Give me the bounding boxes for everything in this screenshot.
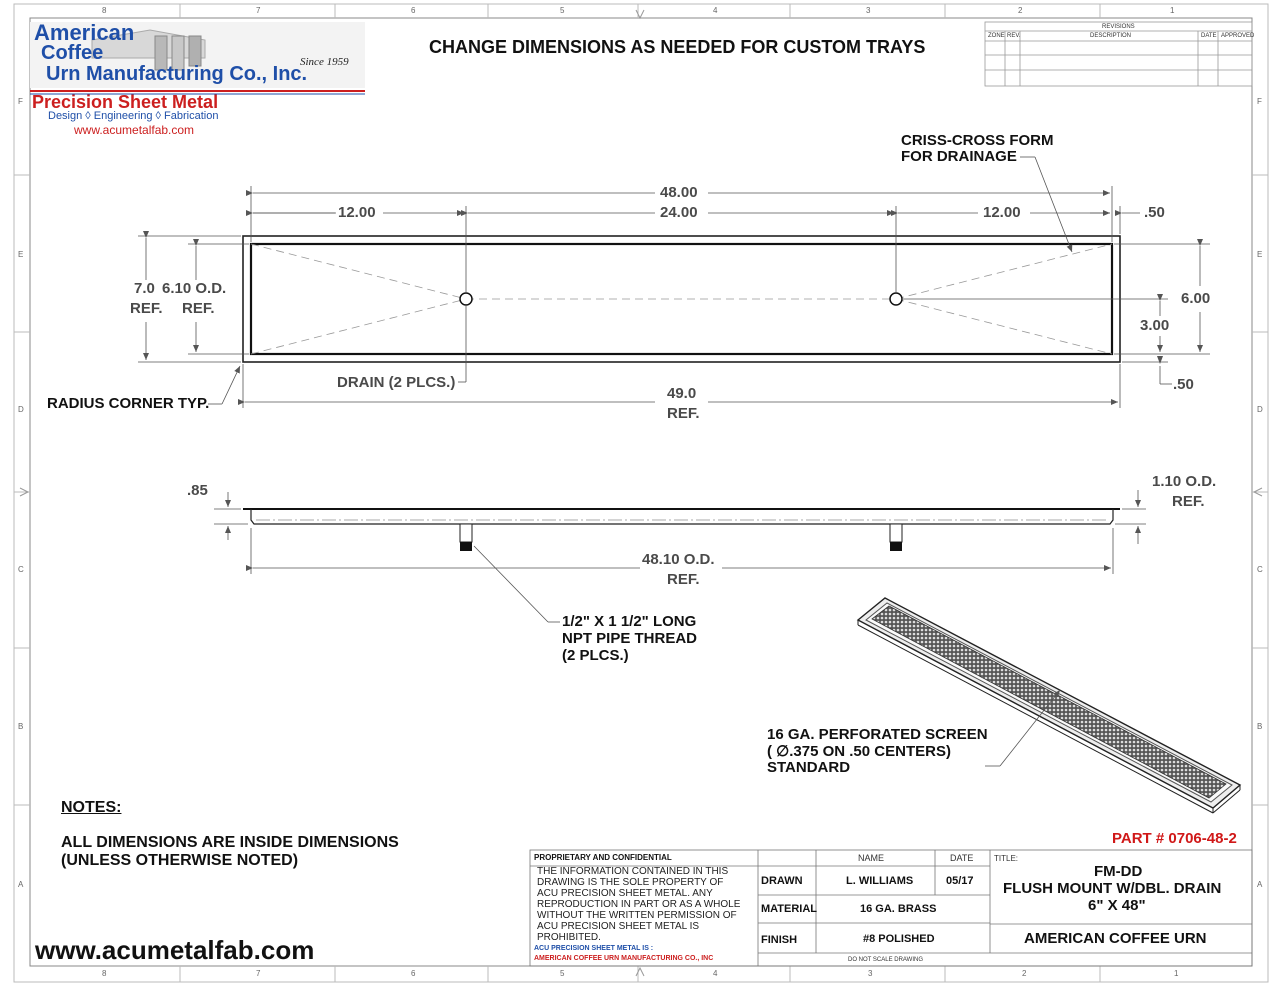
name-header: NAME [858, 853, 885, 863]
revisions-title: REVISIONS [1102, 24, 1135, 30]
acu-line-1: ACU PRECISION SHEET METAL IS : [534, 945, 654, 952]
zone-col-1: 1 [1170, 6, 1175, 15]
proprietary-line-7: PROHIBITED. [537, 932, 601, 943]
title-line-1: FM-DD [1094, 863, 1143, 880]
zone-col-8: 8 [102, 6, 107, 15]
screen-label-2: ( ∅.375 ON .50 CENTERS) [767, 743, 951, 760]
dim-50-top: .50 [1144, 204, 1165, 221]
dim-49-ref: REF. [667, 405, 700, 422]
zone-col-5-bottom: 5 [560, 969, 565, 978]
material-label: MATERIAL [761, 903, 818, 915]
dim-4810-ref: REF. [667, 571, 700, 588]
radius-corner-label: RADIUS CORNER TYP. [47, 395, 210, 412]
zone-row-b-right: B [1257, 722, 1263, 731]
proprietary-line-1: THE INFORMATION CONTAINED IN THIS [537, 866, 729, 877]
title-line-3: 6" X 48" [1088, 897, 1146, 914]
footer-url[interactable]: www.acumetalfab.com [35, 935, 315, 965]
isometric-tray [858, 598, 1240, 813]
dim-3: 3.00 [1140, 317, 1170, 334]
notes-line-2: (UNLESS OTHERWISE NOTED) [61, 852, 299, 869]
logo-url[interactable]: www.acumetalfab.com [74, 123, 195, 137]
proprietary-heading: PROPRIETARY AND CONFIDENTIAL [534, 853, 672, 862]
zone-row-b: B [18, 722, 24, 731]
dim-12-left: 12.00 [338, 204, 376, 221]
logo-line-coffee: Coffee [41, 42, 104, 64]
dim-610: 6.10 O.D. [162, 280, 227, 297]
zone-col-4: 4 [713, 6, 718, 15]
logo-services: Design ◊ Engineering ◊ Fabrication [48, 110, 219, 122]
rev-col-zone: ZONE [988, 33, 1005, 39]
title-line-2: FLUSH MOUNT W/DBL. DRAIN [1003, 880, 1222, 897]
rev-col-date: DATE [1201, 33, 1217, 39]
logo-since: Since 1959 [300, 56, 349, 68]
dim-48: 48.00 [660, 184, 698, 201]
criss-cross-label-1: CRISS-CROSS FORM [901, 132, 1054, 149]
acu-line-2: AMERICAN COFFEE URN MANUFACTURING CO., INC [534, 955, 714, 962]
zone-col-2-bottom: 2 [1022, 969, 1027, 978]
logo-line-urn: Urn Manufacturing Co., Inc. [46, 63, 308, 85]
proprietary-line-6: ACU PRECISION SHEET METAL IS [537, 921, 700, 932]
pipe-label-1: 1/2" X 1 1/2" LONG [562, 613, 697, 630]
dim-610-ref: REF. [182, 300, 215, 317]
zone-row-d: D [18, 405, 24, 414]
zone-col-6: 6 [411, 6, 416, 15]
zone-col-5: 5 [560, 6, 565, 15]
proprietary-line-3: ACU PRECISION SHEET METAL. ANY [537, 888, 713, 899]
zone-col-1-bottom: 1 [1174, 969, 1179, 978]
zone-col-8-bottom: 8 [102, 969, 107, 978]
criss-cross-label-2: FOR DRAINAGE [901, 148, 1017, 165]
dim-6: 6.00 [1181, 290, 1211, 307]
dim-7-ref: REF. [130, 300, 163, 317]
logo-line-american: American [34, 20, 135, 45]
dim-49: 49.0 [667, 385, 697, 402]
notes-heading: NOTES: [61, 799, 122, 816]
zone-col-4-bottom: 4 [713, 969, 718, 978]
customer-name: AMERICAN COFFEE URN [1024, 930, 1207, 947]
dim-110: 1.10 O.D. [1152, 473, 1217, 490]
proprietary-line-4: REPRODUCTION IN PART OR AS A WHOLE [537, 899, 741, 910]
zone-row-a: A [18, 880, 24, 889]
side-view [243, 509, 1120, 551]
date-header: DATE [950, 853, 974, 863]
zone-row-c-right: C [1257, 565, 1263, 574]
zone-row-f-right: F [1257, 97, 1262, 106]
zone-col-3: 3 [866, 6, 871, 15]
zone-row-c: C [18, 565, 24, 574]
rev-col-rev: REV. [1007, 33, 1021, 39]
rev-col-description: DESCRIPTION [1090, 33, 1132, 39]
zone-col-7: 7 [256, 6, 261, 15]
drawn-label: DRAWN [761, 875, 803, 887]
finish-label: FINISH [761, 934, 798, 946]
zone-col-6-bottom: 6 [411, 969, 416, 978]
drawn-date: 05/17 [946, 875, 974, 887]
material-value: 16 GA. BRASS [860, 903, 937, 915]
dim-12-right: 12.00 [983, 204, 1021, 221]
dim-50-bottom: .50 [1173, 376, 1194, 393]
proprietary-line-2: DRAWING IS THE SOLE PROPERTY OF [537, 877, 724, 888]
dim-4810: 48.10 O.D. [642, 551, 715, 568]
pipe-label-2: NPT PIPE THREAD [562, 630, 698, 647]
dim-7: 7.0 [134, 280, 155, 297]
zone-col-3-bottom: 3 [868, 969, 873, 978]
dim-85: .85 [187, 482, 208, 499]
screen-label-1: 16 GA. PERFORATED SCREEN [767, 726, 988, 743]
part-number: PART # 0706-48-2 [1112, 830, 1237, 847]
zone-row-d-right: D [1257, 405, 1263, 414]
proprietary-line-5: WITHOUT THE WRITTEN PERMISSION OF [537, 910, 737, 921]
logo-tagline: Precision Sheet Metal [32, 92, 219, 112]
pipe-label-3: (2 PLCS.) [562, 647, 629, 664]
revisions-table [985, 22, 1255, 86]
title-label: TITLE: [994, 854, 1019, 863]
header-note: CHANGE DIMENSIONS AS NEEDED FOR CUSTOM TRAYS [429, 37, 926, 57]
dim-24: 24.00 [660, 204, 698, 221]
zone-col-7-bottom: 7 [256, 969, 261, 978]
zone-row-e: E [18, 250, 24, 259]
screen-label-3: STANDARD [767, 759, 851, 776]
drawn-name: L. WILLIAMS [846, 875, 914, 887]
finish-value: #8 POLISHED [863, 933, 935, 945]
dim-110-ref: REF. [1172, 493, 1205, 510]
inner-border [30, 18, 1255, 966]
do-not-scale: DO NOT SCALE DRAWING [848, 957, 924, 963]
zone-col-2: 2 [1018, 6, 1023, 15]
drain-label: DRAIN (2 PLCS.) [337, 374, 456, 391]
zone-row-f: F [18, 97, 23, 106]
zone-row-a-right: A [1257, 880, 1263, 889]
zone-row-e-right: E [1257, 250, 1263, 259]
rev-col-approved: APPROVED [1221, 33, 1255, 39]
notes-line-1: ALL DIMENSIONS ARE INSIDE DIMENSIONS [61, 834, 399, 851]
